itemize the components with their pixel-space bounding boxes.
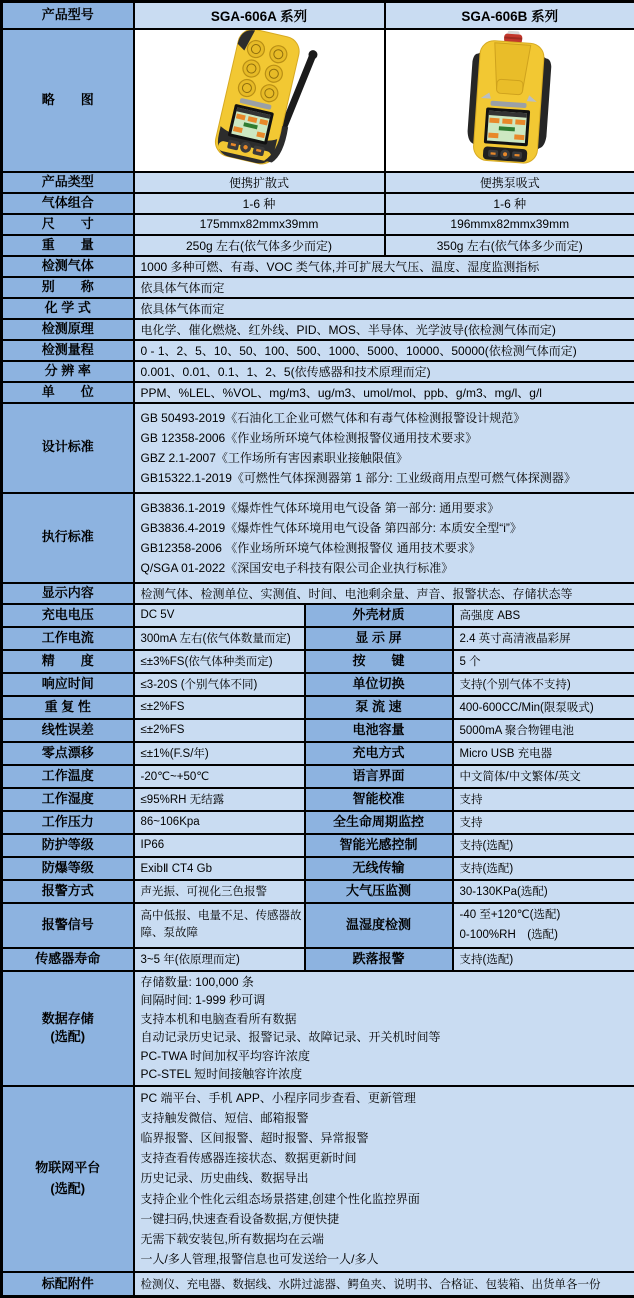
- table-row: [2, 673, 634, 696]
- row-value: Micro USB 充电器: [453, 742, 634, 765]
- row-value: 1000 多种可燃、有毒、VOC 类气体,并可扩展大气压、温度、湿度监测指标: [134, 256, 634, 277]
- table-row: [2, 650, 634, 673]
- table-row: [2, 235, 634, 256]
- row-label: 温湿度检测: [305, 903, 453, 948]
- row-value-a: 250g 左右(依气体多少而定): [134, 235, 385, 256]
- row-value: ≤95%RH 无结露: [134, 788, 305, 811]
- row-value: 400-600CC/Min(限泵吸式): [453, 696, 634, 719]
- row-label: 全生命周期监控: [305, 811, 453, 834]
- row-value: ExibⅡ CT4 Gb: [134, 857, 305, 880]
- row-label: 语言界面: [305, 765, 453, 788]
- column-header-sga606a: SGA-606A 系列: [134, 2, 385, 29]
- row-value: PPM、%LEL、%VOL、mg/m3、ug/m3、umol/mol、ppb、g/m3、mg/l、g/l: [134, 382, 634, 403]
- row-value: ≤±2%FS: [134, 719, 305, 742]
- row-value: -20℃~+50℃: [134, 765, 305, 788]
- row-label: 单位切换: [305, 673, 453, 696]
- table-row: [2, 604, 634, 627]
- row-value: 300mA 左右(依气体数量而定): [134, 627, 305, 650]
- row-label: 响应时间: [2, 673, 134, 696]
- product-image-sga606a: [144, 30, 374, 166]
- accessories-row: [2, 1272, 634, 1297]
- iot-platform-row: [2, 1086, 634, 1272]
- row-label: 检测原理: [2, 319, 134, 340]
- row-value: 支持: [453, 788, 634, 811]
- iot-platform-list: PC 端平台、手机 APP、小程序同步查看、更新管理 支持触发微信、短信、邮箱报警 临界报警、区间报警、超时报警、异常报警 支持查看传感器连接状态、数据更新时间 历史记录、历史曲线、数据导出 支持企业个性化云组态场景搭建,创建个性化监控界面 一键扫码,快速查看设备数据,方便快捷 无需下载安装包,所有数据均在云端 一人/多人管理,报警信息也可发送给一人/多人: [134, 1086, 634, 1272]
- row-label: 分 辨 率: [2, 361, 134, 382]
- row-value: 检测气体、检测单位、实测值、时间、电池剩余量、声音、报警状态、存储状态等: [134, 583, 634, 604]
- row-value: 中文简体/中文繁体/英文: [453, 765, 634, 788]
- row-value: 高强度 ABS: [453, 604, 634, 627]
- sketch-row: [2, 29, 634, 172]
- row-value: -40 至+120℃(选配) 0-100%RH (选配): [453, 903, 634, 948]
- row-value-b: 便携泵吸式: [385, 172, 634, 193]
- table-row: [2, 193, 634, 214]
- row-value: 30-130KPa(选配): [453, 880, 634, 903]
- row-value: 电化学、催化燃烧、红外线、PID、MOS、半导体、光学波导(依检测气体而定): [134, 319, 634, 340]
- row-value: 0.001、0.01、0.1、1、2、5(依传感器和技术原理而定): [134, 361, 634, 382]
- row-label: 标配附件: [2, 1272, 134, 1297]
- row-value: 86~106Kpa: [134, 811, 305, 834]
- row-label: 产品类型: [2, 172, 134, 193]
- alarm-signal-row: [2, 903, 634, 948]
- header-row: [2, 2, 634, 29]
- row-label: 泵 流 速: [305, 696, 453, 719]
- row-label: 重 复 性: [2, 696, 134, 719]
- row-value: 高中低报、电量不足、传感器故障、泵故障: [134, 903, 305, 948]
- table-row: [2, 857, 634, 880]
- row-value-b: 350g 左右(依气体多少而定): [385, 235, 634, 256]
- row-label: 检测量程: [2, 340, 134, 361]
- table-row: [2, 834, 634, 857]
- table-row: [2, 696, 634, 719]
- table-row: [2, 880, 634, 903]
- row-label: 传感器寿命: [2, 948, 134, 971]
- row-label: 充电方式: [305, 742, 453, 765]
- row-value: 支持(选配): [453, 948, 634, 971]
- row-label: 智能校准: [305, 788, 453, 811]
- design-standard-list: GB 50493-2019《石油化工企业可燃气体和有毒气体检测报警设计规范》 GB 12358-2006《作业场所环境气体检测报警仪通用技术要求》 GBZ 2.1-2007《工作场所有害因素职业接触限值》 GB15322.1-2019《可燃性气体探测器第 1 部分: 工业级商用点型可燃气体探测器》: [134, 403, 634, 493]
- product-image-cell-a: [134, 29, 385, 172]
- row-value: DC 5V: [134, 604, 305, 627]
- row-label: 外壳材质: [305, 604, 453, 627]
- row-label: 重 量: [2, 235, 134, 256]
- table-row: [2, 361, 634, 382]
- row-label: 防爆等级: [2, 857, 134, 880]
- row-label: 工作电流: [2, 627, 134, 650]
- iot-platform-label: 物联网平台 (选配): [2, 1086, 134, 1272]
- row-label: 化 学 式: [2, 298, 134, 319]
- sketch-label: 略 图: [2, 29, 134, 172]
- row-value: ≤±2%FS: [134, 696, 305, 719]
- row-value-b: 196mmx82mmx39mm: [385, 214, 634, 235]
- row-value: IP66: [134, 834, 305, 857]
- product-image-sga606b: [395, 30, 625, 166]
- row-label: 工作压力: [2, 811, 134, 834]
- table-row: [2, 319, 634, 340]
- row-value-a: 175mmx82mmx39mm: [134, 214, 385, 235]
- row-value: 依具体气体而定: [134, 277, 634, 298]
- table-row: [2, 214, 634, 235]
- row-value: ≤±1%(F.S/年): [134, 742, 305, 765]
- exec-standard-row: [2, 493, 634, 583]
- column-header-sga606b: SGA-606B 系列: [385, 2, 634, 29]
- design-standard-row: [2, 403, 634, 493]
- row-label: 工作湿度: [2, 788, 134, 811]
- row-value: 支持: [453, 811, 634, 834]
- row-label: 充电电压: [2, 604, 134, 627]
- table-row: [2, 788, 634, 811]
- row-label: 线性误差: [2, 719, 134, 742]
- row-label: 工作温度: [2, 765, 134, 788]
- row-label: 显示内容: [2, 583, 134, 604]
- row-label: 气体组合: [2, 193, 134, 214]
- row-label: 别 称: [2, 277, 134, 298]
- accessories-value: 检测仪、充电器、数据线、水阱过滤器、鳄鱼夹、说明书、合格证、包装箱、出货单各一份: [134, 1272, 634, 1297]
- table-row: [2, 948, 634, 971]
- row-value-a: 便携扩散式: [134, 172, 385, 193]
- row-label: 显 示 屏: [305, 627, 453, 650]
- row-value: 0 - 1、2、5、10、50、100、500、1000、5000、10000、50000(依检测气体而定): [134, 340, 634, 361]
- table-row: [2, 298, 634, 319]
- row-label: 设计标准: [2, 403, 134, 493]
- data-storage-list: 存储数量: 100,000 条 间隔时间: 1-999 秒可调 支持本机和电脑查看所有数据 自动记录历史记录、报警记录、故障记录、开关机时间等 PC-TWA 时间加权平均容许浓度 PC-STEL 短时间接触容许浓度: [134, 971, 634, 1086]
- table-row: [2, 765, 634, 788]
- row-label: 单 位: [2, 382, 134, 403]
- data-storage-row: [2, 971, 634, 1086]
- row-label: 执行标准: [2, 493, 134, 583]
- product-image-cell-b: [385, 29, 634, 172]
- row-value: ≤±3%FS(依气体种类而定): [134, 650, 305, 673]
- row-value: 声光振、可视化三色报警: [134, 880, 305, 903]
- row-value: 2.4 英寸高清液晶彩屏: [453, 627, 634, 650]
- row-label: 防护等级: [2, 834, 134, 857]
- row-value: 3~5 年(依原理而定): [134, 948, 305, 971]
- row-label: 智能光感控制: [305, 834, 453, 857]
- table-row: [2, 627, 634, 650]
- row-label: 报警信号: [2, 903, 134, 948]
- table-row: [2, 172, 634, 193]
- row-value: 支持(选配): [453, 857, 634, 880]
- row-value: 支持(选配): [453, 834, 634, 857]
- row-value: 依具体气体而定: [134, 298, 634, 319]
- table-row: [2, 811, 634, 834]
- table-row: [2, 719, 634, 742]
- row-value: 5 个: [453, 650, 634, 673]
- header-product-model-label: 产品型号: [2, 2, 134, 29]
- table-row: [2, 340, 634, 361]
- row-label: 跌落报警: [305, 948, 453, 971]
- table-row: [2, 256, 634, 277]
- row-value-b: 1-6 种: [385, 193, 634, 214]
- row-label: 大气压监测: [305, 880, 453, 903]
- row-value: 5000mA 聚合物锂电池: [453, 719, 634, 742]
- row-label: 精 度: [2, 650, 134, 673]
- row-label: 检测气体: [2, 256, 134, 277]
- row-label: 零点漂移: [2, 742, 134, 765]
- data-storage-label: 数据存储 (选配): [2, 971, 134, 1086]
- row-label: 按 键: [305, 650, 453, 673]
- row-value: ≤3-20S (个别气体不同): [134, 673, 305, 696]
- exec-standard-list: GB3836.1-2019《爆炸性气体环境用电气设备 第一部分: 通用要求》 GB3836.4-2019《爆炸性气体环境用电气设备 第四部分: 本质安全型“i”》 GB12358-2006 《作业场所环境气体检测报警仪 通用技术要求》 Q/SGA 01-2022《深国安电子科技有限公司企业执行标准》: [134, 493, 634, 583]
- row-label: 无线传输: [305, 857, 453, 880]
- table-row: [2, 382, 634, 403]
- row-value-a: 1-6 种: [134, 193, 385, 214]
- row-label: 报警方式: [2, 880, 134, 903]
- table-row: [2, 277, 634, 298]
- row-label: 电池容量: [305, 719, 453, 742]
- table-row: [2, 583, 634, 604]
- table-row: [2, 742, 634, 765]
- row-value: 支持(个别气体不支持): [453, 673, 634, 696]
- row-label: 尺 寸: [2, 214, 134, 235]
